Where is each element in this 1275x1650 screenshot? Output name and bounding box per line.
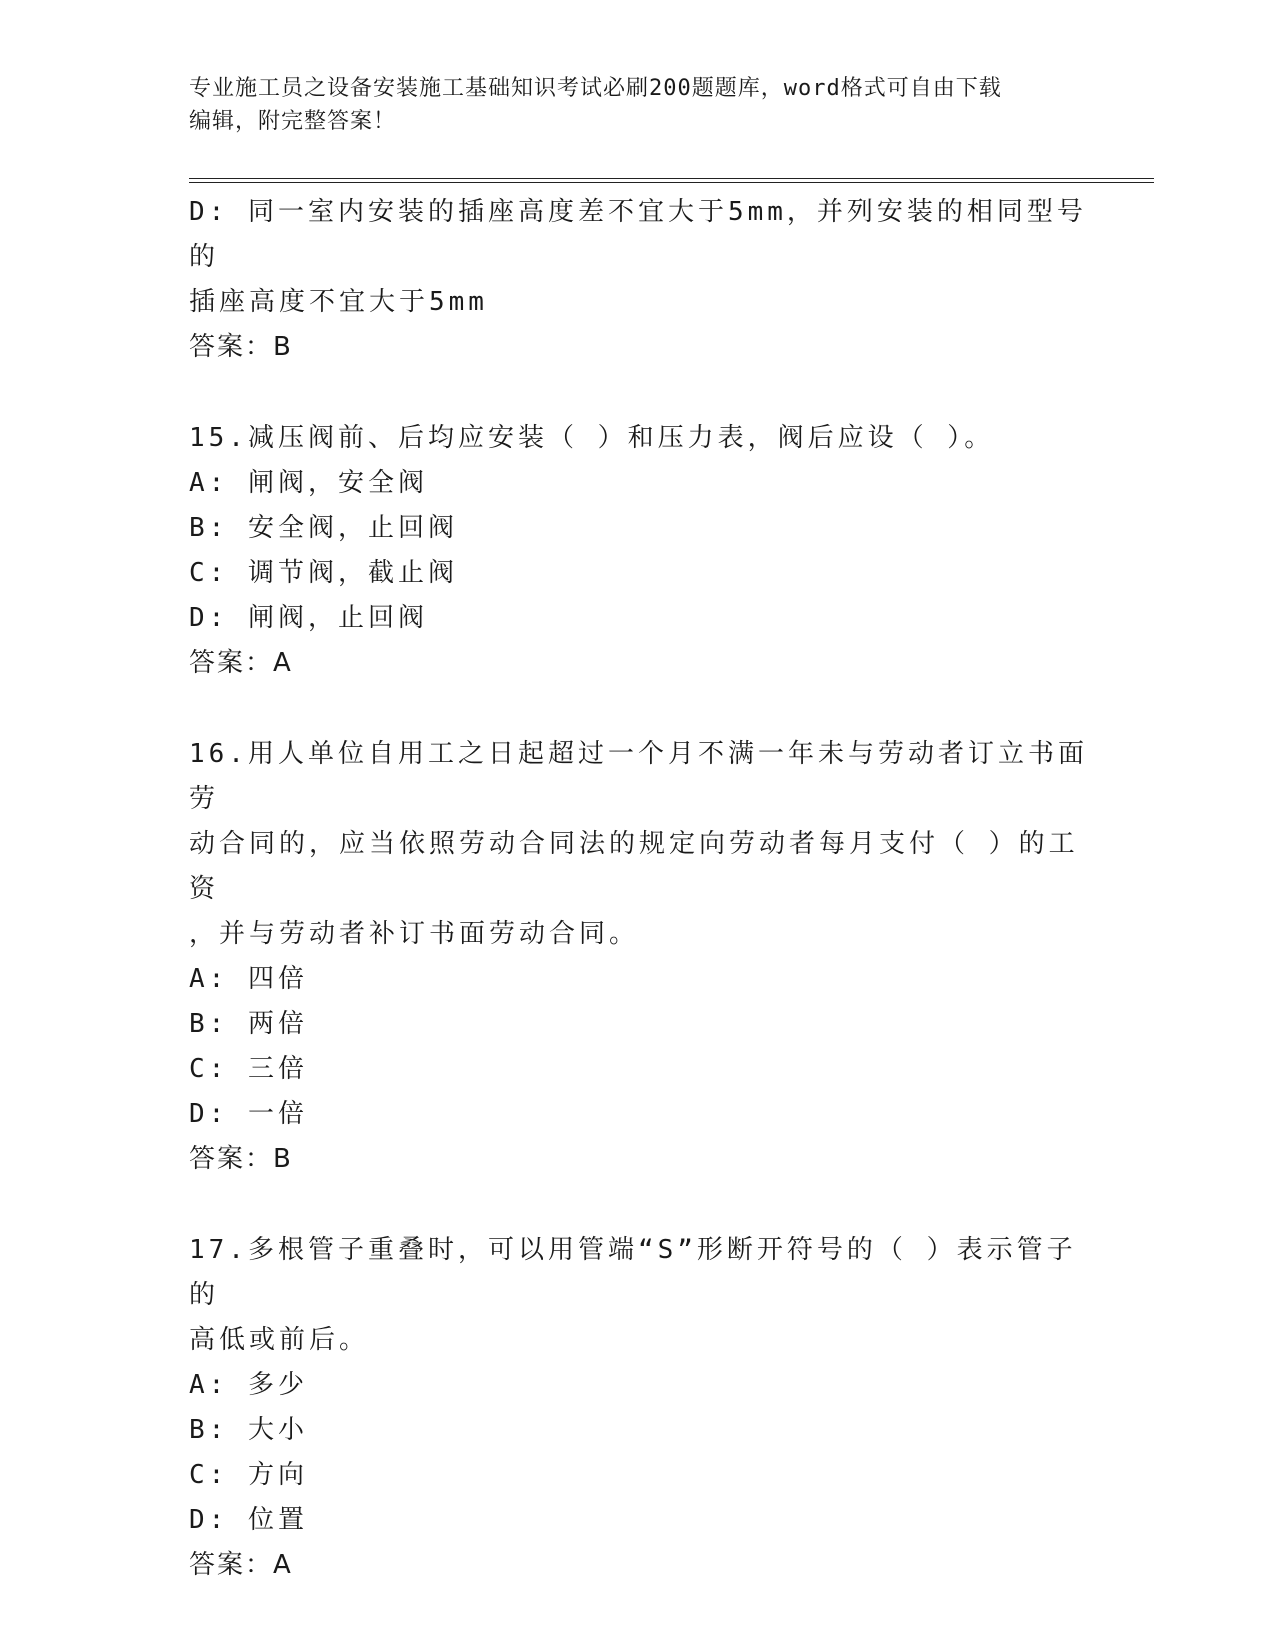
option-c: C: 三倍 bbox=[189, 1054, 308, 1084]
option-d-line-2: 插座高度不宜大于5mm bbox=[189, 287, 488, 317]
question-17 bbox=[189, 1228, 1089, 1588]
option-b: B: 安全阀，止回阀 bbox=[189, 513, 458, 543]
option-a: A: 闸阀，安全阀 bbox=[189, 468, 428, 498]
option-d: D: 闸阀，止回阀 bbox=[189, 603, 428, 633]
question-stem: 15.减压阀前、后均应安装（ ）和压力表，阀后应设（ ）。 bbox=[189, 423, 995, 453]
question-16 bbox=[189, 732, 1089, 1182]
question-stem-line-2: 动合同的，应当依照劳动合同法的规定向劳动者每月支付（ ）的工资 bbox=[189, 829, 1079, 904]
option-b: B: 两倍 bbox=[189, 1009, 308, 1039]
question-content bbox=[189, 190, 1089, 1588]
answer-line: 答案：B bbox=[189, 332, 293, 362]
option-d-line-1: D: 同一室内安装的插座高度差不宜大于5mm，并列安装的相同型号的 bbox=[189, 197, 1087, 272]
header-line-2: 编辑，附完整答案！ bbox=[189, 109, 397, 134]
carryover-question bbox=[189, 190, 1089, 370]
option-d: D: 位置 bbox=[189, 1505, 308, 1535]
question-stem-line-3: ，并与劳动者补订书面劳动合同。 bbox=[189, 919, 640, 949]
option-c: C: 调节阀，截止阀 bbox=[189, 558, 458, 588]
question-stem-line-2: 高低或前后。 bbox=[189, 1325, 370, 1355]
option-a: A: 多少 bbox=[189, 1370, 308, 1400]
question-stem-line-1: 16.用人单位自用工之日起超过一个月不满一年未与劳动者订立书面劳 bbox=[189, 739, 1088, 814]
option-a: A: 四倍 bbox=[189, 964, 308, 994]
option-c: C: 方向 bbox=[189, 1460, 308, 1490]
option-d: D: 一倍 bbox=[189, 1099, 308, 1129]
answer-line: 答案：A bbox=[189, 648, 293, 678]
header-line-1: 专业施工员之设备安装施工基础知识考试必刷200题题库，word格式可自由下载 bbox=[189, 76, 1002, 101]
header-divider bbox=[189, 178, 1154, 183]
option-b: B: 大小 bbox=[189, 1415, 308, 1445]
answer-line: 答案：B bbox=[189, 1144, 293, 1174]
answer-line: 答案：A bbox=[189, 1550, 293, 1580]
page-header bbox=[189, 72, 1089, 138]
question-stem-line-1: 17.多根管子重叠时，可以用管端“S”形断开符号的（ ）表示管子的 bbox=[189, 1235, 1077, 1310]
question-15 bbox=[189, 416, 1089, 686]
